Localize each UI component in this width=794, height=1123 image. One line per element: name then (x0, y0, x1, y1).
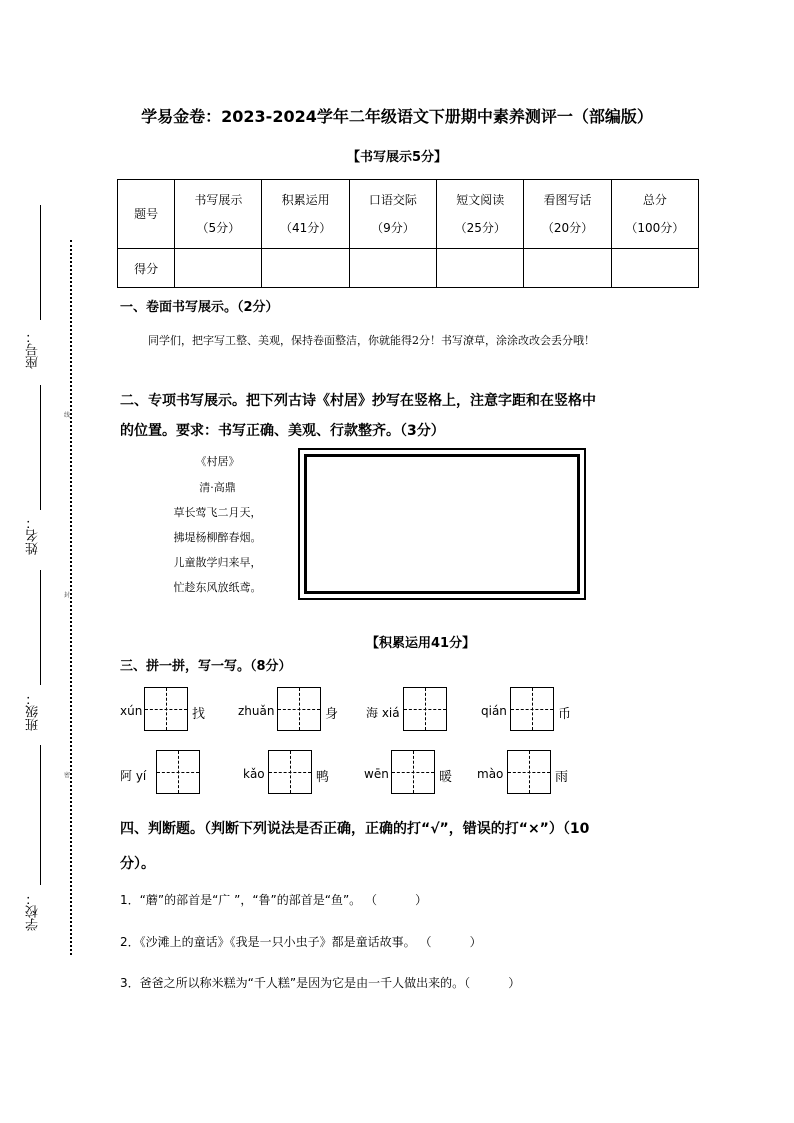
q1-text: 同学们，把字写工整、美观，保持卷面整洁，你就能得2分！书写潦草，涂涂改改会丢分哦！ (148, 334, 595, 347)
score-cell[interactable] (349, 249, 436, 288)
name-label: 姓名： (26, 516, 41, 555)
tianzige-box[interactable] (507, 750, 551, 794)
char-label: 身 (325, 707, 339, 722)
tianzige-box[interactable] (403, 687, 447, 731)
pinyin-label: qián (481, 704, 507, 718)
pinyin-label: xún (120, 704, 143, 718)
binding-mark: 封 (64, 592, 71, 599)
score-cell[interactable] (611, 249, 698, 288)
section-accum-label: 【积累运用41分】 (366, 636, 476, 651)
binding-mark: 线 (64, 412, 71, 419)
table-score-label: 得分 (118, 249, 175, 288)
table-col-header: 看图写话 （20分） (524, 180, 611, 249)
judge-item: 3．爸爸之所以称米糕为“千人糕”是因为它是由一千人做出来的。（ ） (120, 976, 521, 990)
score-table (117, 179, 699, 288)
pinyin-label: wēn (364, 767, 389, 781)
char-label: 币 (558, 707, 572, 722)
poem-author: 清·高鼎 (199, 481, 236, 494)
q1-heading: 一、卷面书写展示。（2分） (120, 300, 279, 315)
char-label: 找 (192, 707, 206, 722)
char-label: 雨 (555, 770, 569, 785)
binding-dotted-line (70, 240, 72, 955)
table-col-header: 书写展示 （5分） (175, 180, 262, 249)
seat-line (40, 205, 41, 320)
q2-heading-line2: 的位置。要求：书写正确、美观、行款整齐。（3分） (120, 423, 445, 439)
q3-heading: 三、拼一拼，写一写。（8分） (120, 659, 292, 674)
class-label: 班级： (26, 692, 41, 731)
pinyin-label: 阿 yí (120, 769, 147, 783)
tianzige-box[interactable] (268, 750, 312, 794)
score-cell[interactable] (437, 249, 524, 288)
judge-item: 1．“蘑”的部首是“广 ”，“鲁”的部首是“鱼”。 （ ） (120, 893, 428, 907)
binding-mark: 密 (64, 772, 71, 779)
pinyin-label: mào (477, 767, 504, 781)
poem-title: 《村居》 (195, 455, 240, 468)
pinyin-label: zhuǎn (238, 704, 275, 718)
table-col-header: 口语交际 （9分） (349, 180, 436, 249)
seat-label: 座号： (26, 330, 41, 369)
class-line (40, 570, 41, 685)
tianzige-box[interactable] (277, 687, 321, 731)
table-col-header: 积累运用 （41分） (262, 180, 349, 249)
school-line (40, 745, 41, 885)
tianzige-box[interactable] (391, 750, 435, 794)
score-cell[interactable] (524, 249, 611, 288)
tianzige-box[interactable] (156, 750, 200, 794)
pinyin-label: kǎo (243, 767, 265, 781)
score-cell[interactable] (175, 249, 262, 288)
poem-line: 拂堤杨柳醉春烟。 (173, 531, 262, 544)
pinyin-label: 海 xiá (366, 706, 400, 720)
score-cell[interactable] (262, 249, 349, 288)
page-title: 学易金卷：2023-2024学年二年级语文下册期中素养测评一（部编版） (141, 107, 653, 126)
char-label: 鸭 (316, 770, 330, 785)
school-label: 学校： (26, 892, 41, 931)
tianzige-box[interactable] (510, 687, 554, 731)
q2-heading-line1: 二、专项书写展示。把下列古诗《村居》抄写在竖格上，注意字距和在竖格中 (120, 393, 596, 409)
poem-writing-frame-inner (304, 454, 580, 594)
q4-heading-line1: 四、判断题。（判断下列说法是否正确，正确的打“√”，错误的打“×”）（10 (120, 821, 590, 837)
q4-heading-line2: 分）。 (120, 856, 155, 872)
poem-writing-frame[interactable] (298, 448, 586, 600)
char-label: 暖 (439, 770, 453, 785)
table-header-label: 题号 (118, 180, 175, 249)
table-col-header: 短文阅读 （25分） (437, 180, 524, 249)
poem-line: 草长莺飞二月天， (173, 506, 262, 519)
table-col-header: 总分 （100分） (611, 180, 698, 249)
name-line (40, 385, 41, 510)
judge-item: 2．《沙滩上的童话》《我是一只小虫子》都是童话故事。 （ ） (120, 935, 482, 949)
tianzige-box[interactable] (144, 687, 188, 731)
section-writing-label: 【书写展示5分】 (346, 150, 448, 165)
poem-line: 儿童散学归来早， (173, 556, 262, 569)
poem-line: 忙趁东风放纸鸢。 (173, 581, 262, 594)
